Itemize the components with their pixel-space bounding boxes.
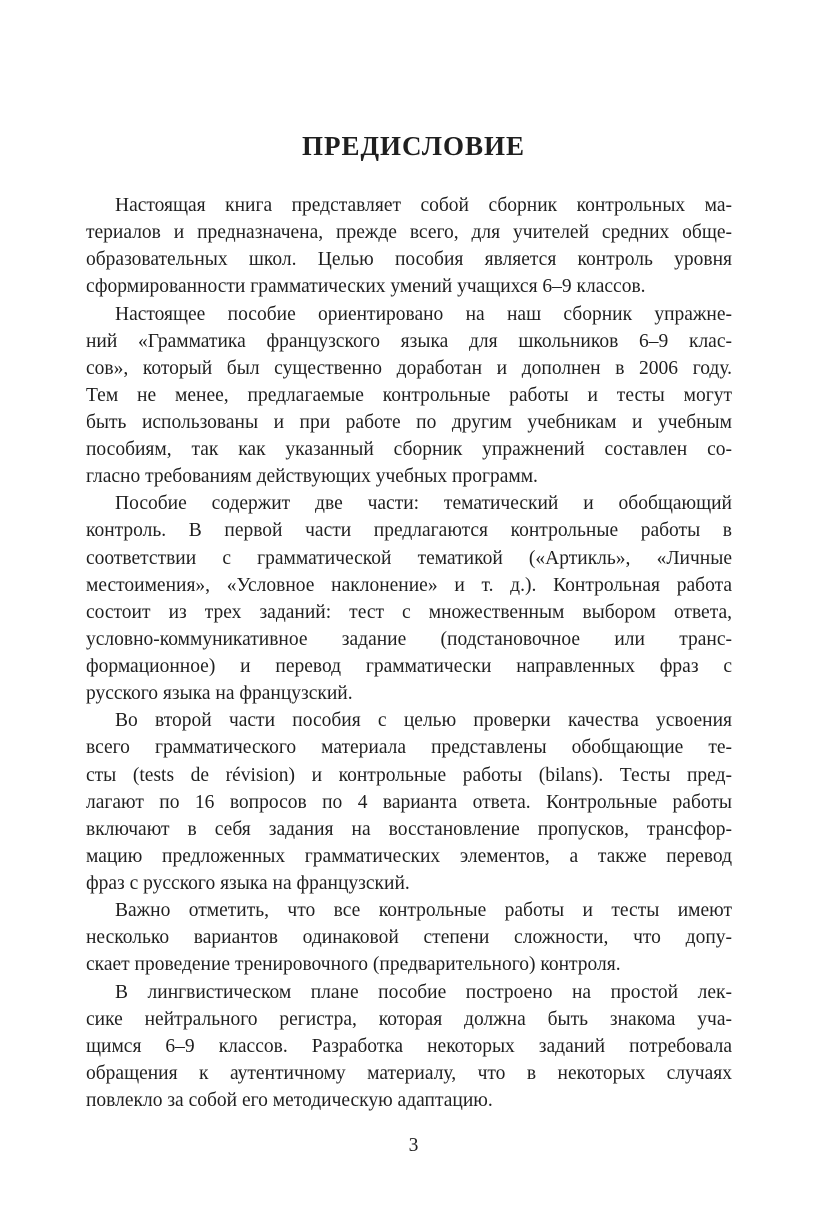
paragraph-line: состоит из трех заданий: тест с множественным выбором ответа, [86, 601, 732, 623]
paragraph-first-line: Пособие содержит две части: тематический и обобщающий [115, 493, 732, 515]
paragraph-line: русского языка на французский. [86, 683, 353, 705]
paragraph-first-line: В лингвистическом плане пособие построено на простой лек- [115, 981, 732, 1003]
paragraph-line: сов», который был существенно доработан и дополнен в 2006 году. [86, 357, 732, 379]
paragraph-line: скает проведение тренировочного (предварительного) контроля. [86, 954, 621, 976]
paragraph-line: контроль. В первой части предлагаются контрольные работы в [86, 520, 732, 542]
paragraph-first-line: Настоящая книга представляет собой сборник контрольных ма- [115, 195, 732, 216]
paragraph-line: щимся 6–9 классов. Разработка некоторых заданий потребовала [86, 1035, 732, 1057]
paragraph-line: ний «Грамматика французского языка для школьников 6–9 клас- [86, 330, 732, 352]
paragraph-line: формационное) и перевод грамматически направленных фраз с [86, 656, 732, 677]
page-title: ПРЕДИСЛОВИЕ [301, 131, 526, 161]
paragraph-line: соответствии с грамматической тематикой («Артикль», «Личные [86, 547, 732, 569]
paragraph-line: Тем не менее, предлагаемые контрольные работы и тесты могут [86, 384, 732, 406]
paragraph-line: сты (tests de révision) и контрольные работы (bilans). Тесты пред- [86, 764, 732, 786]
paragraph-line: местоимения», «Условное наклонение» и т. д.). Контрольная работа [86, 574, 732, 596]
page-number: 3 [408, 1135, 419, 1156]
paragraph-line: мацию предложенных грамматических элементов, а также перевод [86, 845, 732, 867]
paragraph-line: обращения к аутентичному материалу, что в некоторых случаях [86, 1062, 732, 1084]
paragraph-line: фраз с русского языка на французский. [86, 873, 410, 894]
paragraph-line: гласно требованиям действующих учебных программ. [86, 466, 538, 488]
paragraph-first-line: Важно отметить, что все контрольные работы и тесты имеют [115, 900, 732, 922]
paragraph-line: териалов и предназначена, прежде всего, для учителей средних обще- [86, 222, 732, 244]
paragraph-line: образовательных школ. Целью пособия является контроль уровня [86, 249, 732, 271]
paragraph-line: условно-коммуникативное задание (подстановочное или транс- [86, 628, 732, 650]
paragraph-line: несколько вариантов одинаковой степени сложности, что допу- [86, 927, 732, 949]
paragraph-line: сформированности грамматических умений учащихся 6–9 классов. [86, 276, 646, 298]
paragraph-first-line: Настоящее пособие ориентировано на наш сборник упражне- [115, 303, 732, 325]
paragraph-line: включают в себя задания на восстановление пропусков, трансфор- [86, 818, 732, 840]
paragraph-line: лагают по 16 вопросов по 4 варианта ответа. Контрольные работы [86, 791, 732, 813]
paragraph-line: пособиям, так как указанный сборник упражнений составлен со- [86, 439, 732, 461]
paragraph-line: сике нейтрального регистра, которая должна быть знакома уча- [86, 1008, 732, 1030]
paragraph-line: всего грамматического материала представлены обобщающие те- [86, 737, 732, 759]
paragraph-first-line: Во второй части пособия с целью проверки качества усвоения [115, 710, 732, 732]
paragraph-line: быть использованы и при работе по другим учебникам и учебным [86, 412, 732, 433]
paragraph-line: повлекло за собой его методическую адаптацию. [86, 1090, 493, 1111]
